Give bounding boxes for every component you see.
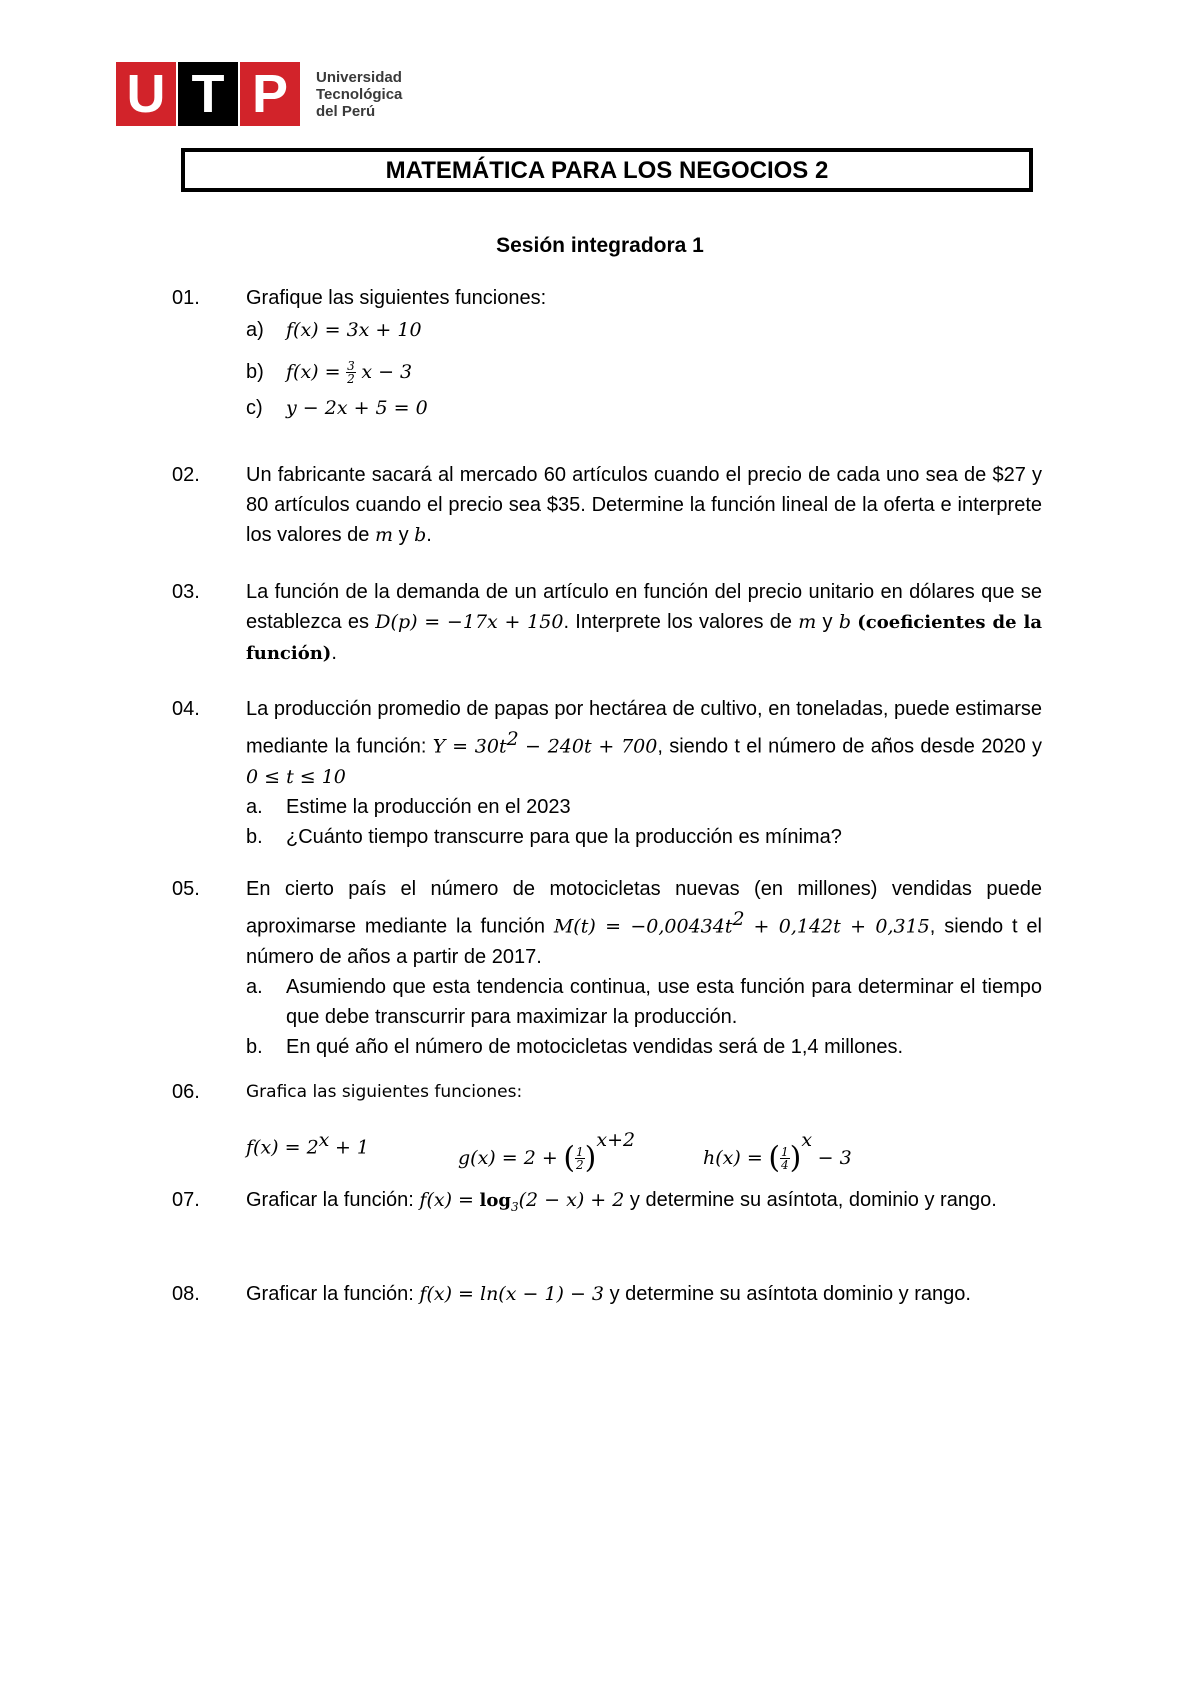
sub-label: c) xyxy=(246,397,263,419)
sub-item-b xyxy=(246,822,1042,852)
question-text: La función de la demanda de un artículo en función del precio unitario en dólares que se establezca es xyxy=(246,581,1042,633)
numerator: 1 xyxy=(576,1145,584,1160)
function-g xyxy=(458,1125,636,1176)
page-title: MATEMÁTICA PARA LOS NEGOCIOS 2 xyxy=(385,157,829,184)
period: . xyxy=(426,524,432,546)
question-number: 03. xyxy=(172,581,200,603)
logo-letter-t: T xyxy=(178,62,238,126)
question-text-block xyxy=(246,694,1042,792)
question-body xyxy=(246,694,1042,852)
fraction xyxy=(346,360,356,385)
log-base: 3 xyxy=(510,1200,519,1214)
domain-range: 0 ≤ t ≤ 10 xyxy=(246,765,346,788)
fraction xyxy=(575,1146,585,1171)
utp-logo xyxy=(116,62,416,128)
sub-label: b) xyxy=(246,361,264,383)
question-body xyxy=(246,874,1042,1062)
question-text: Grafica las siguientes funciones: xyxy=(246,1082,523,1102)
question-body xyxy=(246,460,1042,550)
function-row xyxy=(246,1115,1042,1176)
equation: Y = 30t xyxy=(432,735,507,758)
conjunction: y xyxy=(398,524,409,546)
exponent: x+2 xyxy=(596,1129,636,1151)
paren-open: ( xyxy=(563,1140,576,1176)
sub-label: b. xyxy=(246,1035,263,1058)
question-body xyxy=(246,283,1042,423)
paren-open: ( xyxy=(768,1140,781,1176)
variable-m: m xyxy=(798,611,817,633)
numerator: 3 xyxy=(347,359,355,374)
equation: h(x) = xyxy=(703,1147,763,1169)
exponent: x xyxy=(318,1129,330,1151)
equation: + 1 xyxy=(334,1136,370,1159)
question-text: La producción promedio de papas por hectárea de cultivo, en toneladas, puede estimarse mediante la función: xyxy=(246,698,1042,758)
sub-label: a) xyxy=(246,319,264,341)
sub-item-a xyxy=(246,972,1042,1032)
logo-letter-u: U xyxy=(116,62,176,126)
logo-line: Tecnológica xyxy=(316,86,403,103)
question-body xyxy=(246,1279,1042,1309)
equation: f(x) = ln(x − 1) − 3 xyxy=(419,1283,605,1305)
exponent: 2 xyxy=(732,908,745,930)
variable-b: b xyxy=(414,524,427,546)
question-text: Graficar la función: xyxy=(246,1189,414,1211)
question-text: , siendo t el número de años a partir de 2017. xyxy=(246,915,1042,968)
sub-text: En qué año el número de motocicletas vendidas será de 1,4 millones. xyxy=(286,1035,904,1058)
sub-text: Estime la producción en el 2023 xyxy=(286,795,571,818)
paren-close: ) xyxy=(789,1140,802,1176)
question-text-block xyxy=(246,874,1042,972)
variable-m: m xyxy=(374,524,393,546)
equation: x − 3 xyxy=(361,361,413,383)
logo-text xyxy=(316,69,402,120)
sub-label: a. xyxy=(246,975,263,998)
period: . xyxy=(331,642,337,664)
equation: f(x) = 3x + 10 xyxy=(286,319,422,341)
sub-item-c xyxy=(246,393,1042,423)
question-body xyxy=(246,1077,1042,1176)
equation: g(x) = 2 + xyxy=(458,1147,558,1169)
question-number: 05. xyxy=(172,878,200,900)
question-number: 02. xyxy=(172,464,200,486)
equation: y − 2x + 5 = 0 xyxy=(286,397,428,419)
equation: + 0,142t + 0,315 xyxy=(753,915,930,938)
numerator: 1 xyxy=(781,1145,789,1160)
question-number: 06. xyxy=(172,1081,200,1103)
sub-text: Asumiendo que esta tendencia continua, use esta función para determinar el tiempo que debe transcurrir para maximizar la producción. xyxy=(286,975,1042,1028)
function-f xyxy=(246,1125,369,1163)
denominator: 2 xyxy=(576,1158,584,1173)
question-number: 08. xyxy=(172,1283,200,1305)
logo-letter-p: P xyxy=(240,62,300,126)
equation: D(p) = −17x + 150 xyxy=(375,611,564,633)
question-text: . Interprete los valores de xyxy=(563,611,792,633)
equation: f(x) = xyxy=(419,1189,474,1211)
question-number: 07. xyxy=(172,1189,200,1211)
sub-item-a xyxy=(246,792,1042,822)
equation: f(x) = 2 xyxy=(246,1136,319,1159)
coefficients-note: (coeficientes de la función) xyxy=(246,612,1043,664)
sub-label: b. xyxy=(246,825,263,848)
question-number: 04. xyxy=(172,698,200,720)
title-box xyxy=(181,148,1033,192)
equation: − 240t + 700 xyxy=(525,735,658,758)
question-text: Un fabricante sacará al mercado 60 artículos cuando el precio de cada uno sea de $27 y 80 artículos cuando el precio sea $35. Determine la función lineal de la oferta e interprete los valores de xyxy=(246,464,1042,546)
question-text: Graficar la función: xyxy=(246,1283,414,1305)
sub-item-b xyxy=(246,357,1042,387)
denominator: 2 xyxy=(347,372,355,387)
question-text: En cierto país el número de motocicletas nuevas (en millones) vendidas puede aproximarse mediante la función xyxy=(246,878,1042,938)
function-h xyxy=(703,1125,852,1176)
fraction xyxy=(780,1146,790,1171)
equation: f(x) = xyxy=(286,361,341,383)
equation: − 3 xyxy=(817,1147,852,1169)
paren-close: ) xyxy=(584,1140,597,1176)
variable-b: b xyxy=(838,611,851,633)
question-text: , siendo t el número de años desde 2020 y xyxy=(657,735,1042,758)
log-operator: log xyxy=(479,1190,511,1211)
sub-item-a xyxy=(246,315,1042,345)
question-number: 01. xyxy=(172,287,200,309)
sub-item-b xyxy=(246,1032,1042,1062)
logo-line: Universidad xyxy=(316,69,402,86)
sub-text: ¿Cuánto tiempo transcurre para que la producción es mínima? xyxy=(286,825,842,848)
question-body xyxy=(246,1185,1042,1222)
exponent: x xyxy=(801,1129,813,1151)
equation: M(t) = −0,00434t xyxy=(553,915,733,938)
exponent: 2 xyxy=(506,728,519,750)
conjunction: y xyxy=(822,611,833,633)
question-text: Grafique las siguientes funciones: xyxy=(246,287,547,309)
session-subtitle: Sesión integradora 1 xyxy=(496,234,704,257)
question-body xyxy=(246,577,1042,669)
sub-label: a. xyxy=(246,795,263,818)
logo-line: del Perú xyxy=(316,103,376,120)
equation: (2 − x) + 2 xyxy=(518,1189,625,1211)
denominator: 4 xyxy=(781,1158,789,1173)
question-text: y determine su asíntota dominio y rango. xyxy=(609,1283,971,1305)
question-text: y determine su asíntota, dominio y rango. xyxy=(629,1189,997,1211)
